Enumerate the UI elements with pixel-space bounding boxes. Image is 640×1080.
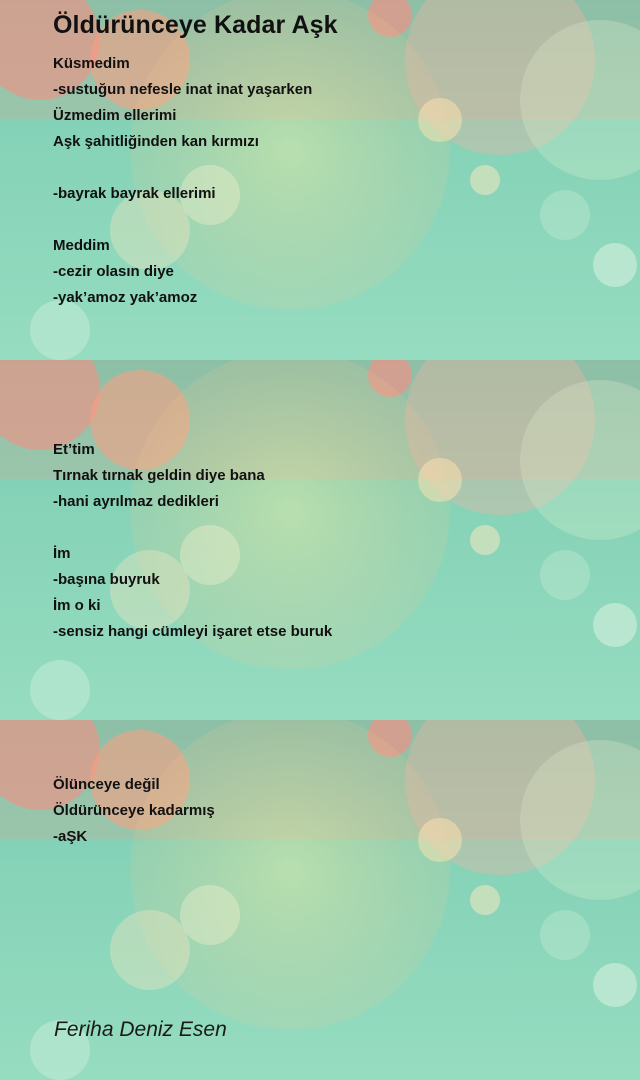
poem-line: -yak’amoz yak’amoz [53,289,198,306]
poem-line: Meddim [53,237,110,254]
poem-line: İm [53,545,71,562]
poem-title: Öldürünceye Kadar Aşk [53,11,338,39]
poem-panel-2 [0,360,640,720]
poem-line [53,515,332,541]
poem-line: -aŞK [53,828,88,845]
poem-stanza-1 [53,51,312,311]
poem-stanza-3 [53,772,215,850]
poem-line: -bayrak bayrak ellerimi [53,185,216,202]
poem-line [53,207,312,233]
poem-line: Üzmedim ellerimi [53,107,177,124]
poem-line: Et’tim [53,441,95,458]
poem-line: -başına buyruk [53,571,160,588]
poem-line: İm o ki [53,597,101,614]
poem-line: Aşk şahitliğinden kan kırmızı [53,133,259,150]
poem-line: Tırnak tırnak geldin diye bana [53,467,265,484]
poem-line: Öldürünceye kadarmış [53,802,215,819]
poem-line: Küsmedim [53,55,130,72]
poem-line [53,155,312,181]
poem-author: Feriha Deniz Esen [54,1018,227,1041]
poem-line: -sensiz hangi cümleyi işaret etse buruk [53,623,333,640]
poem-line: -sustuğun nefesle inat inat yaşarken [53,81,313,98]
poem-panel-1 [0,0,640,360]
poem-stanza-2 [53,437,332,645]
poem-line: Ölünceye değil [53,776,160,793]
poem-line: -cezir olasın diye [53,263,174,280]
poem-line: -hani ayrılmaz dedikleri [53,493,219,510]
